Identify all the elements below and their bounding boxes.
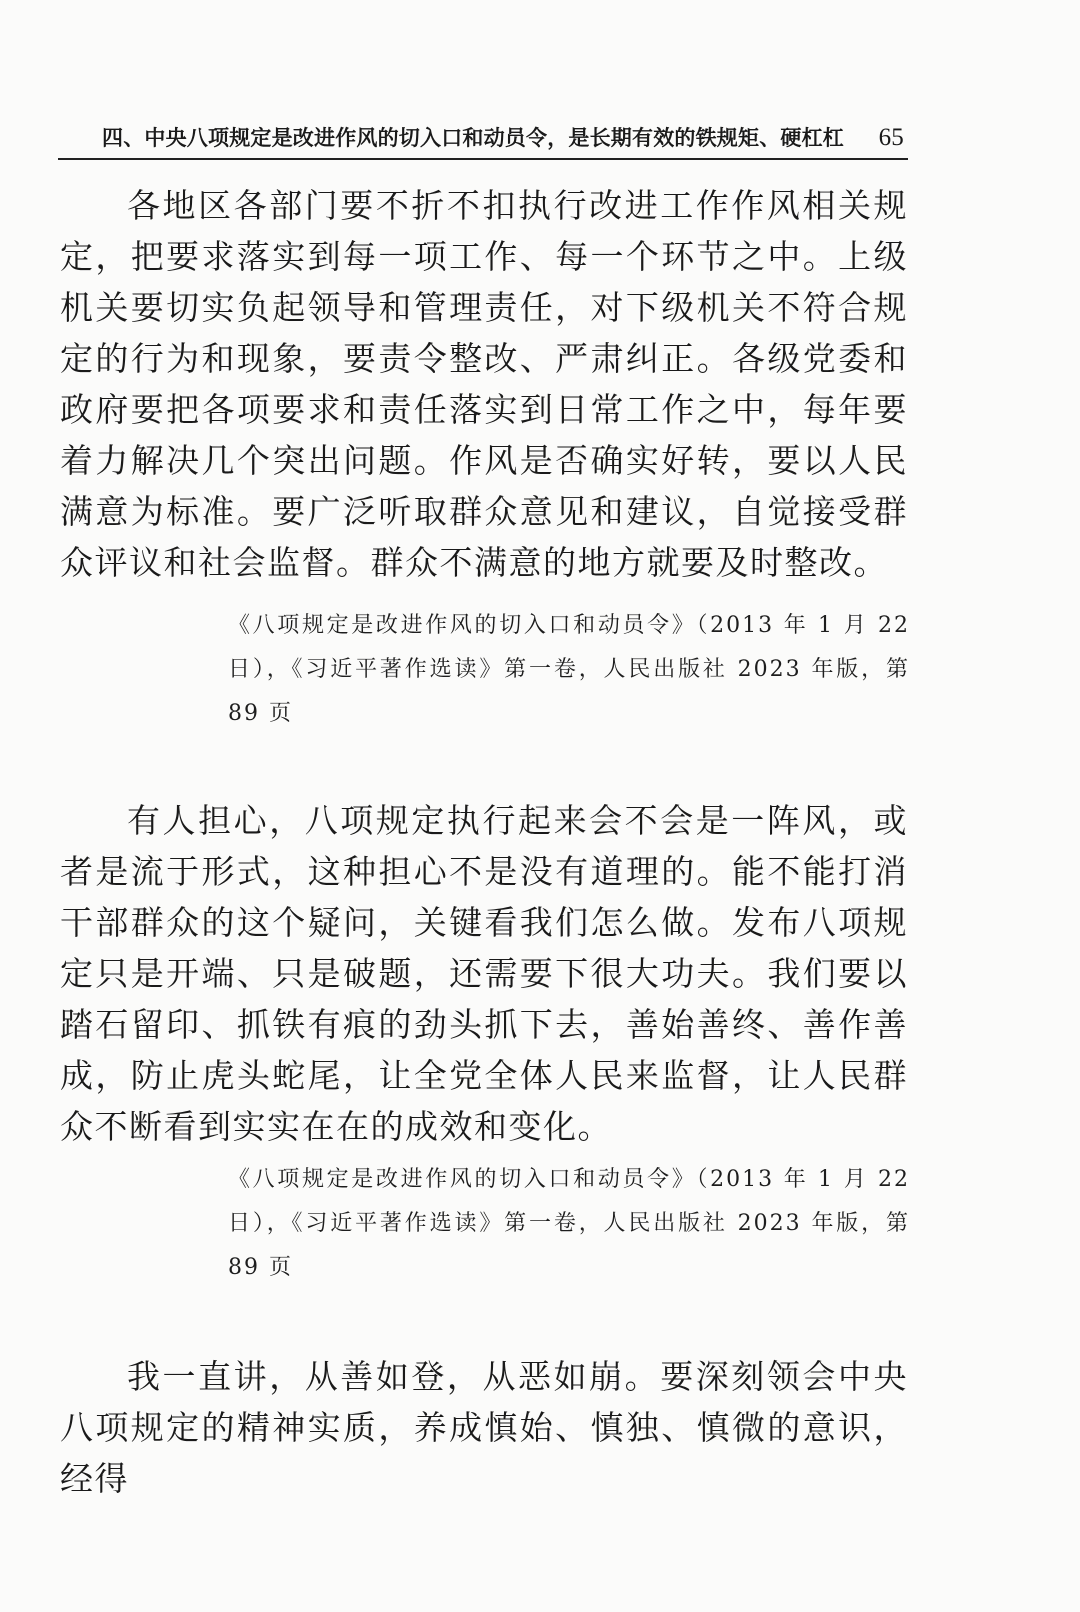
chapter-title: 四、中央八项规定是改进作风的切入口和动员令，是长期有效的铁规矩、硬杠杠 xyxy=(102,126,844,150)
citation-2: 《八项规定是改进作风的切入口和动员令》（2013 年 1 月 22 日），《习近平著作选读》第一卷，人民出版社 2023 年版，第 89 页 xyxy=(228,1167,910,1280)
quote-paragraph-3: 我一直讲，从善如登，从恶如崩。要深刻领会中央八项规定的精神实质，养成慎始、慎独、慎微的意识，经得 xyxy=(60,1357,908,1498)
running-header xyxy=(58,112,908,152)
page-number: 65 xyxy=(878,124,904,151)
quote-paragraph-1: 各地区各部门要不折不扣执行改进工作作风相关规定，把要求落实到每一项工作、每一个环节之中。上级机关要切实负起领导和管理责任，对下级机关不符合规定的行为和现象，要责令整改、严肃纠正。各级党委和政府要把各项要求和责任落实到日常工作之中，每年要着力解决几个突出问题。作风是否确实好转，要以人民满意为标准。要广泛听取群众意见和建议，自觉接受群众评议和社会监督。群众不满意的地方就要及时整改。 xyxy=(60,186,908,582)
citation-1: 《八项规定是改进作风的切入口和动员令》（2013 年 1 月 22 日），《习近平著作选读》第一卷，人民出版社 2023 年版，第 89 页 xyxy=(228,613,910,726)
quote-paragraph-2: 有人担心，八项规定执行起来会不会是一阵风，或者是流于形式，这种担心不是没有道理的。能不能打消干部群众的这个疑问，关键看我们怎么做。发布八项规定只是开端、只是破题，还需要下很大功夫。我们要以踏石留印、抓铁有痕的劲头抓下去，善始善终、善作善成，防止虎头蛇尾，让全党全体人民来监督，让人民群众不断看到实实在在的成效和变化。 xyxy=(60,801,908,1146)
header-divider xyxy=(58,158,908,160)
